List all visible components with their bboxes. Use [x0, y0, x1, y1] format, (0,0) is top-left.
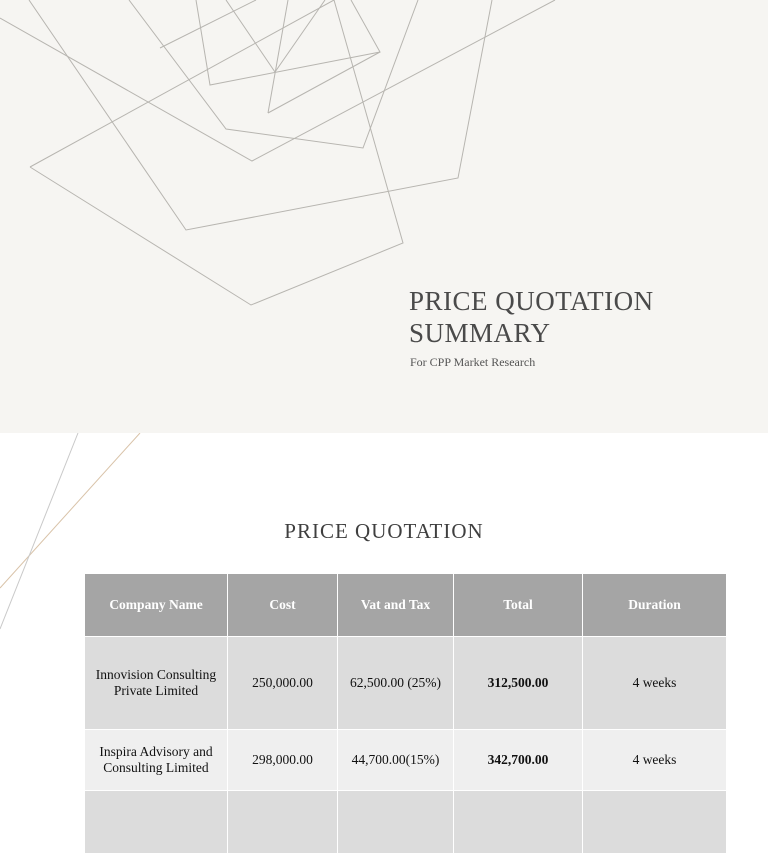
company-name-cell: Inspira Advisory and Consulting Limited: [85, 730, 228, 791]
column-header-duration: Duration: [583, 574, 727, 637]
cover-title: PRICE QUOTATION SUMMARY: [409, 286, 654, 348]
total-cell: 342,700.00: [454, 730, 583, 791]
total-cell: 312,500.00: [454, 637, 583, 730]
company-name-cell: [85, 791, 228, 854]
table-row: [85, 730, 727, 791]
vat-cell: 44,700.00(15%): [338, 730, 454, 791]
cost-cell: 298,000.00: [228, 730, 338, 791]
total-cell: [454, 791, 583, 854]
company-name-cell: Innovision Consulting Private Limited: [85, 637, 228, 730]
vat-cell: 62,500.00 (25%): [338, 637, 454, 730]
quotation-title: PRICE QUOTATION: [284, 519, 484, 543]
cover-subtitle: For CPP Market Research: [410, 355, 536, 369]
cost-cell: 250,000.00: [228, 637, 338, 730]
column-header-total: Total: [454, 574, 583, 637]
duration-cell: [583, 791, 727, 854]
cost-cell: [228, 791, 338, 854]
table-row: [85, 637, 727, 730]
table-header-row: [85, 574, 727, 637]
column-header-vat: Vat and Tax: [338, 574, 454, 637]
duration-cell: 4 weeks: [583, 637, 727, 730]
duration-cell: 4 weeks: [583, 730, 727, 791]
table-row-empty: [85, 791, 727, 854]
quotation-slide: [0, 433, 768, 866]
vat-cell: [338, 791, 454, 854]
column-header-company: Company Name: [85, 574, 228, 637]
column-header-cost: Cost: [228, 574, 338, 637]
price-quotation-table: [84, 573, 727, 854]
